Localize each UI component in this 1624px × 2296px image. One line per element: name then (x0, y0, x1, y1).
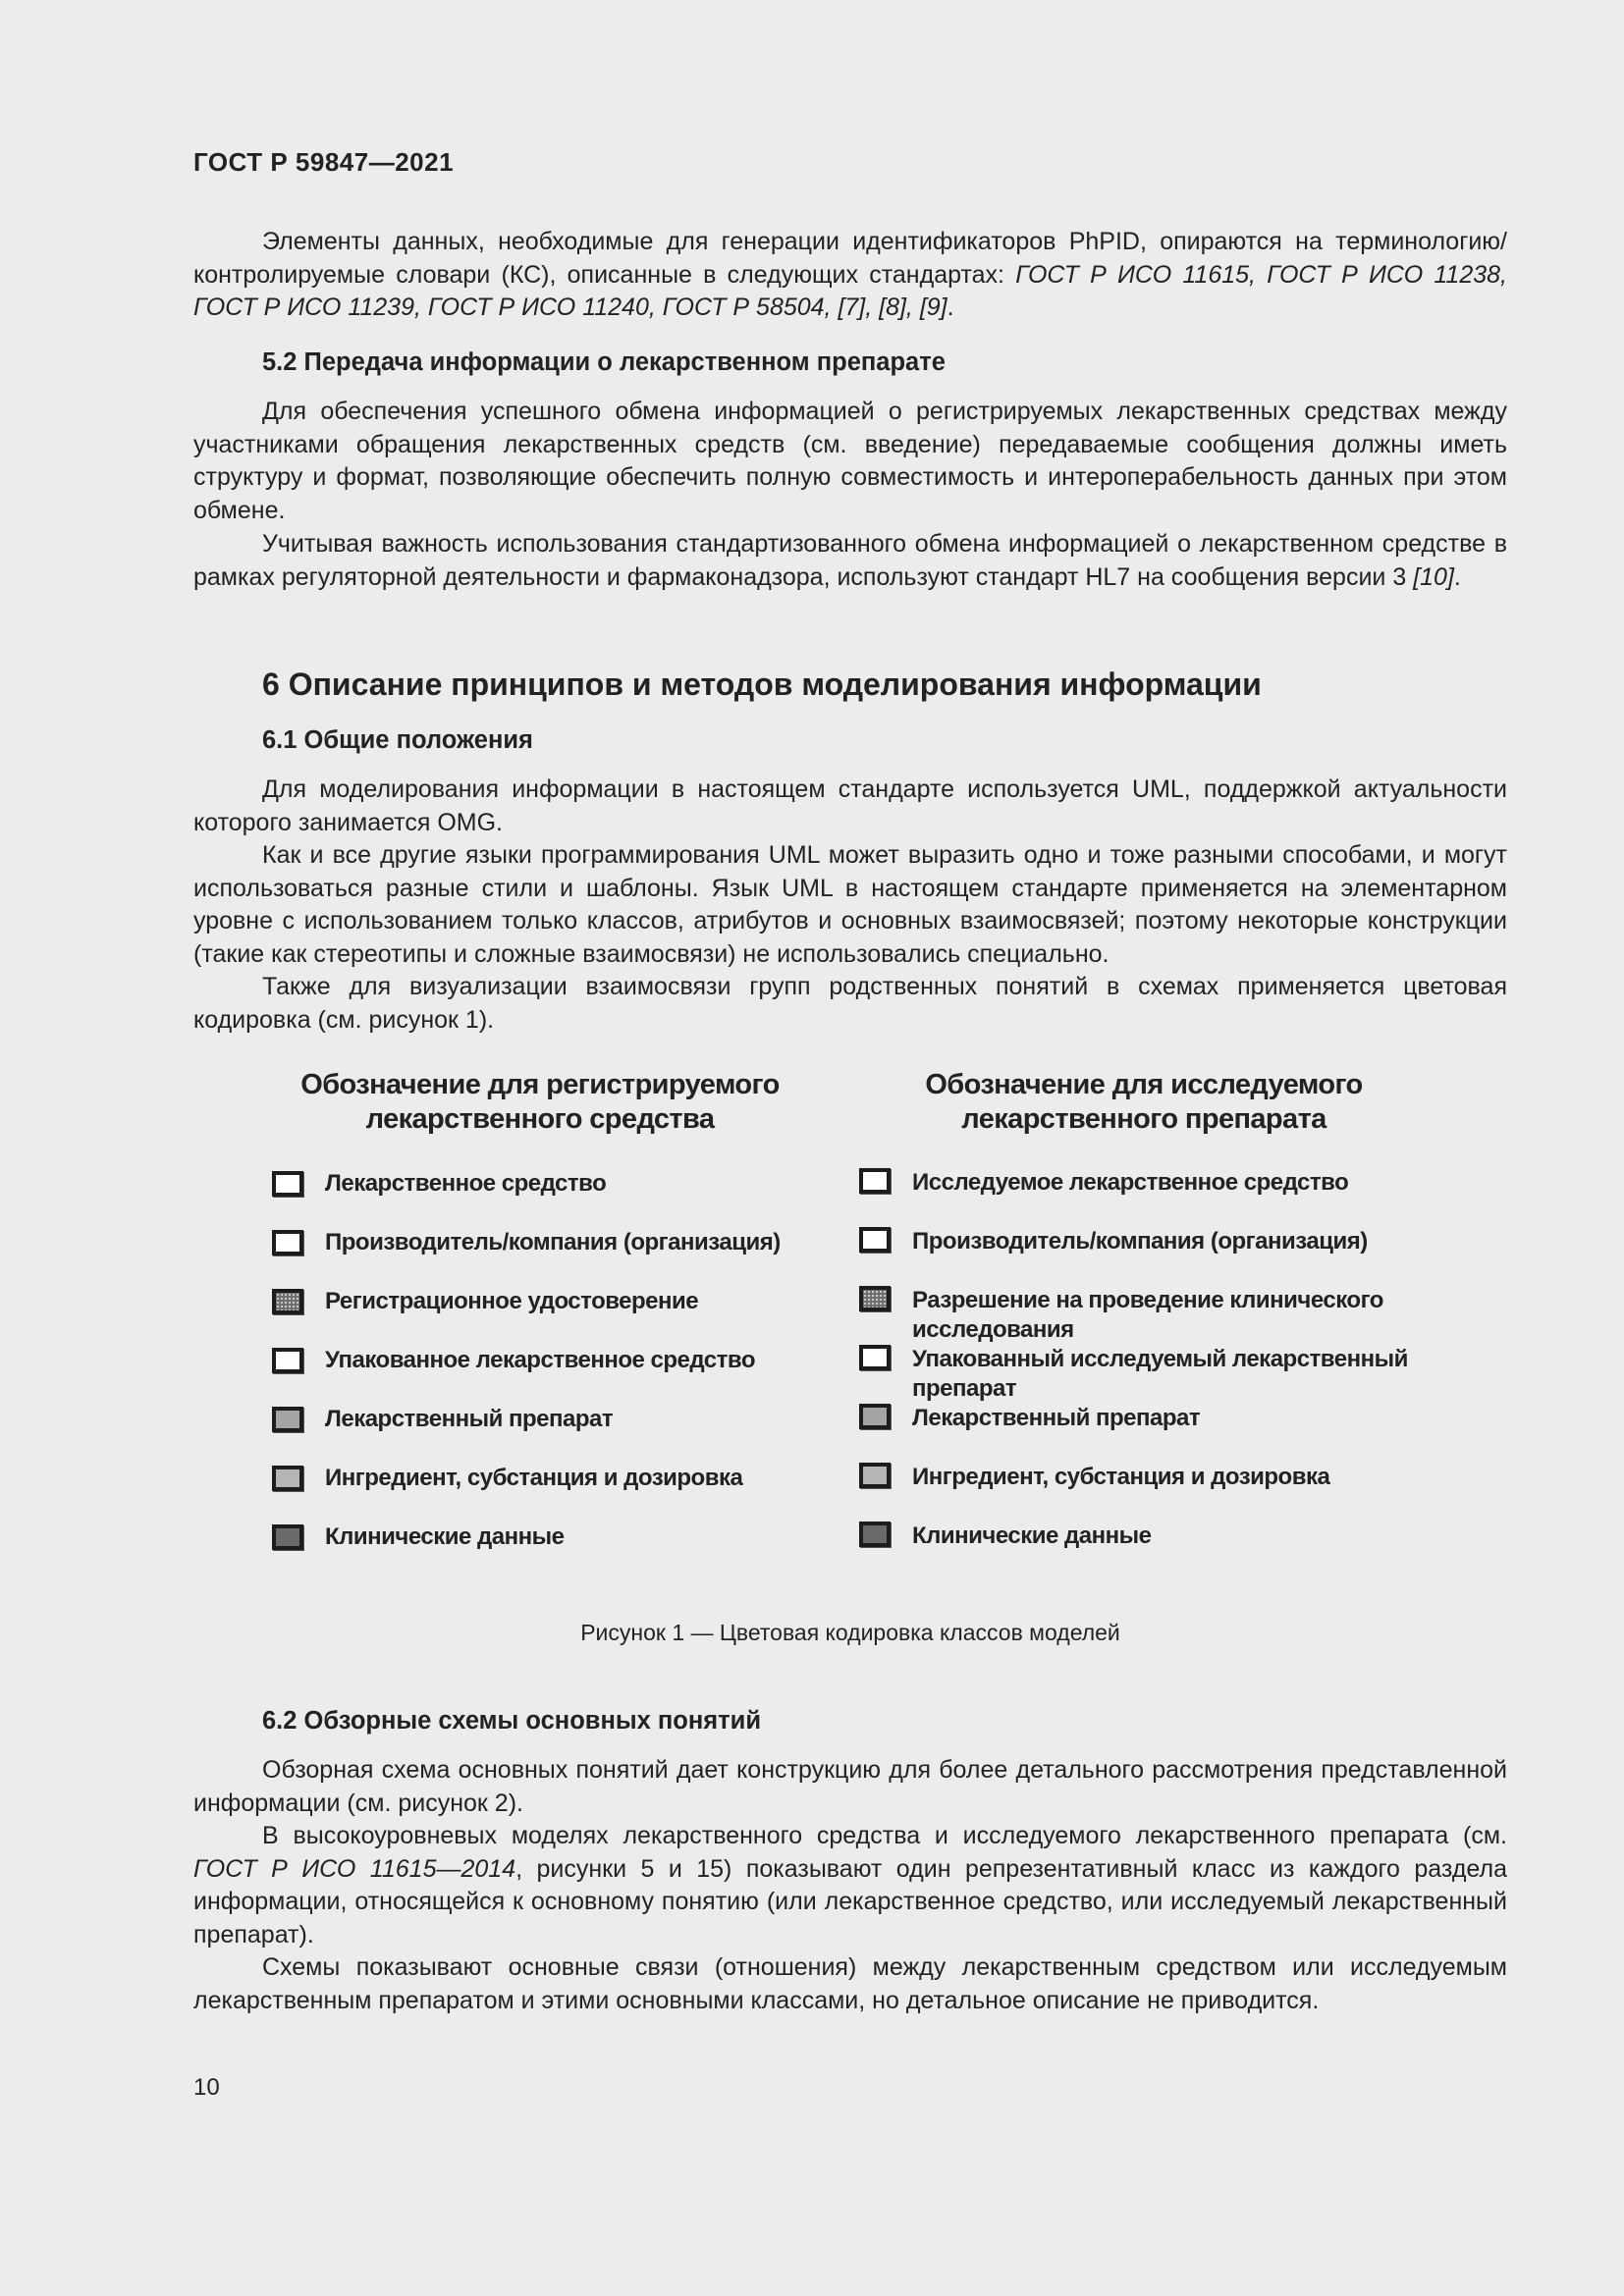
paragraph-uml-styles: Как и все другие языки программирования UML может выразить одно и тоже разными способами, и могут использоваться разные стили и шаблоны. Язык UML в настоящем стандарте применяется на элементарном уровне с использованием только классов, атрибутов и основных взаимосвязей; поэтому некоторые конструкции (такие как стереотипы и сложные взаимосвязи) не использовались специально. (193, 841, 1507, 968)
paragraph-uml: Для моделирования информации в настоящем стандарте используется UML, поддержкой актуальности которого занимается OMG. (193, 775, 1507, 836)
legend-item (859, 1286, 1429, 1343)
legend-item (859, 1463, 1429, 1494)
legend-swatch (272, 1466, 303, 1491)
legend-label: Упакованное лекарственное средство (325, 1347, 755, 1373)
legend-swatch (859, 1522, 891, 1547)
reference: ГОСТ Р ИСО 11615—2014 (193, 1854, 516, 1883)
legend-swatch (272, 1289, 303, 1314)
legend-swatch (859, 1404, 891, 1429)
figure-caption: Рисунок 1 — Цветовая кодировка классов моделей (580, 1620, 1120, 1645)
legend-item (272, 1168, 606, 1200)
legend-item (859, 1522, 1429, 1553)
legend-item (272, 1227, 781, 1258)
section-heading-6-1: 6.1 Общие положения (262, 726, 533, 754)
legend-item (859, 1168, 1429, 1200)
legend-label: Лекарственный препарат (325, 1406, 614, 1432)
paragraph-color-coding: Также для визуализации взаимосвязи групп родственных понятий в схемах применяется цветовая кодировка (см. рисунок 1). (193, 973, 1507, 1034)
legend-label: Лекарственный препарат (912, 1405, 1201, 1431)
legend-label: Ингредиент, субстанция и дозировка (912, 1464, 1330, 1490)
legend-item (272, 1345, 755, 1376)
legend-label: Упакованный исследуемый лекарственный препарат (912, 1346, 1408, 1402)
paragraph-end: . (947, 294, 954, 321)
legend-swatch (859, 1286, 891, 1311)
legend-swatch (859, 1227, 891, 1253)
section-heading-6-2: 6.2 Обзорные схемы основных понятий (262, 1707, 762, 1735)
legend-item (272, 1286, 698, 1317)
legend-label: Разрешение на проведение клинического исследования (912, 1287, 1383, 1343)
legend-item (859, 1404, 1429, 1435)
reference: [10] (1413, 562, 1454, 591)
legend-label: Клинические данные (912, 1522, 1152, 1549)
legend-label: Ингредиент, субстанция и дозировка (325, 1465, 743, 1491)
legend-swatch (272, 1230, 303, 1255)
legend-swatch (272, 1348, 303, 1373)
legend-swatch (859, 1463, 891, 1488)
paragraph-text: Учитывая важность использования стандартизованного обмена информацией о лекарственном средстве в рамках регуляторной деятельности и фармаконадзора, используют стандарт HL7 на сообщения версии 3 (193, 530, 1507, 591)
paragraph-overview: Обзорная схема основных понятий дает конструкцию для более детального рассмотрения представленной информации (см. рисунок 2). (193, 1756, 1507, 1817)
page-number: 10 (193, 2074, 220, 2101)
legend-item (859, 1227, 1429, 1258)
legend-swatch (272, 1407, 303, 1432)
section-heading-6: 6 Описание принципов и методов моделирования информации (262, 667, 1262, 702)
legend-item (859, 1345, 1429, 1402)
paragraph-text-continued: , рисунки 5 и 15) показывают один репрезентативный класс из каждого раздела информации, относящейся к основному понятию (или лекарственное средство, или исследуемый лекарственный препарат). (193, 1854, 1507, 1949)
paragraph-hl7 (193, 528, 1507, 594)
legend-label: Регистрационное удостоверение (325, 1288, 699, 1314)
figure-right-title: Обозначение для исследуемого лекарственного препарата (925, 1069, 1363, 1135)
legend-swatch (859, 1168, 891, 1194)
legend-swatch (859, 1345, 891, 1370)
legend-item (272, 1463, 742, 1494)
paragraph-data-elements (193, 226, 1507, 325)
legend-item (272, 1404, 613, 1435)
paragraph-high-level-models (193, 1820, 1507, 1951)
document-header: ГОСТ Р 59847—2021 (193, 147, 455, 177)
paragraph-end: . (1453, 562, 1461, 591)
legend-label: Производитель/компания (организация) (912, 1228, 1368, 1255)
legend-label: Клинические данные (325, 1523, 565, 1550)
standards-references: ГОСТ Р ИСО 11615, ГОСТ Р ИСО 11238, ГОСТ Р ИСО 11239, ГОСТ Р ИСО 11240, ГОСТ Р 58504, [7], [8], [9] (193, 260, 1507, 321)
paragraph-text: Элементы данных, необходимые для генерации идентификаторов PhPID, опираются на терминологию/контролируемые словари (КС), описанные в следующих стандартах: (193, 228, 1507, 289)
figure-left-title: Обозначение для регистрируемого лекарственного средства (300, 1069, 780, 1135)
paragraph-relations: Схемы показывают основные связи (отношения) между лекарственным средством или исследуемым лекарственным препаратом и этими основными классами, но детальное описание не приводится. (193, 1953, 1507, 2014)
paragraph-exchange: Для обеспечения успешного обмена информацией о регистрируемых лекарственных средствах между участниками обращения лекарственных средств (см. введение) передаваемые сообщения должны иметь структуру и формат, позволяющие обеспечить полную совместимость и интероперабельность данных при этом обмене. (193, 398, 1507, 524)
legend-label: Исследуемое лекарственное средство (912, 1169, 1349, 1196)
section-heading-5-2: 5.2 Передача информации о лекарственном препарате (262, 348, 946, 376)
legend-swatch (272, 1524, 303, 1550)
legend-label: Производитель/компания (организация) (325, 1229, 781, 1255)
paragraph-text: В высокоуровневых моделях лекарственного средства и исследуемого лекарственного препарата (см. (262, 1822, 1507, 1849)
legend-item (272, 1522, 564, 1553)
legend-swatch (272, 1171, 303, 1197)
legend-label: Лекарственное средство (325, 1170, 607, 1197)
